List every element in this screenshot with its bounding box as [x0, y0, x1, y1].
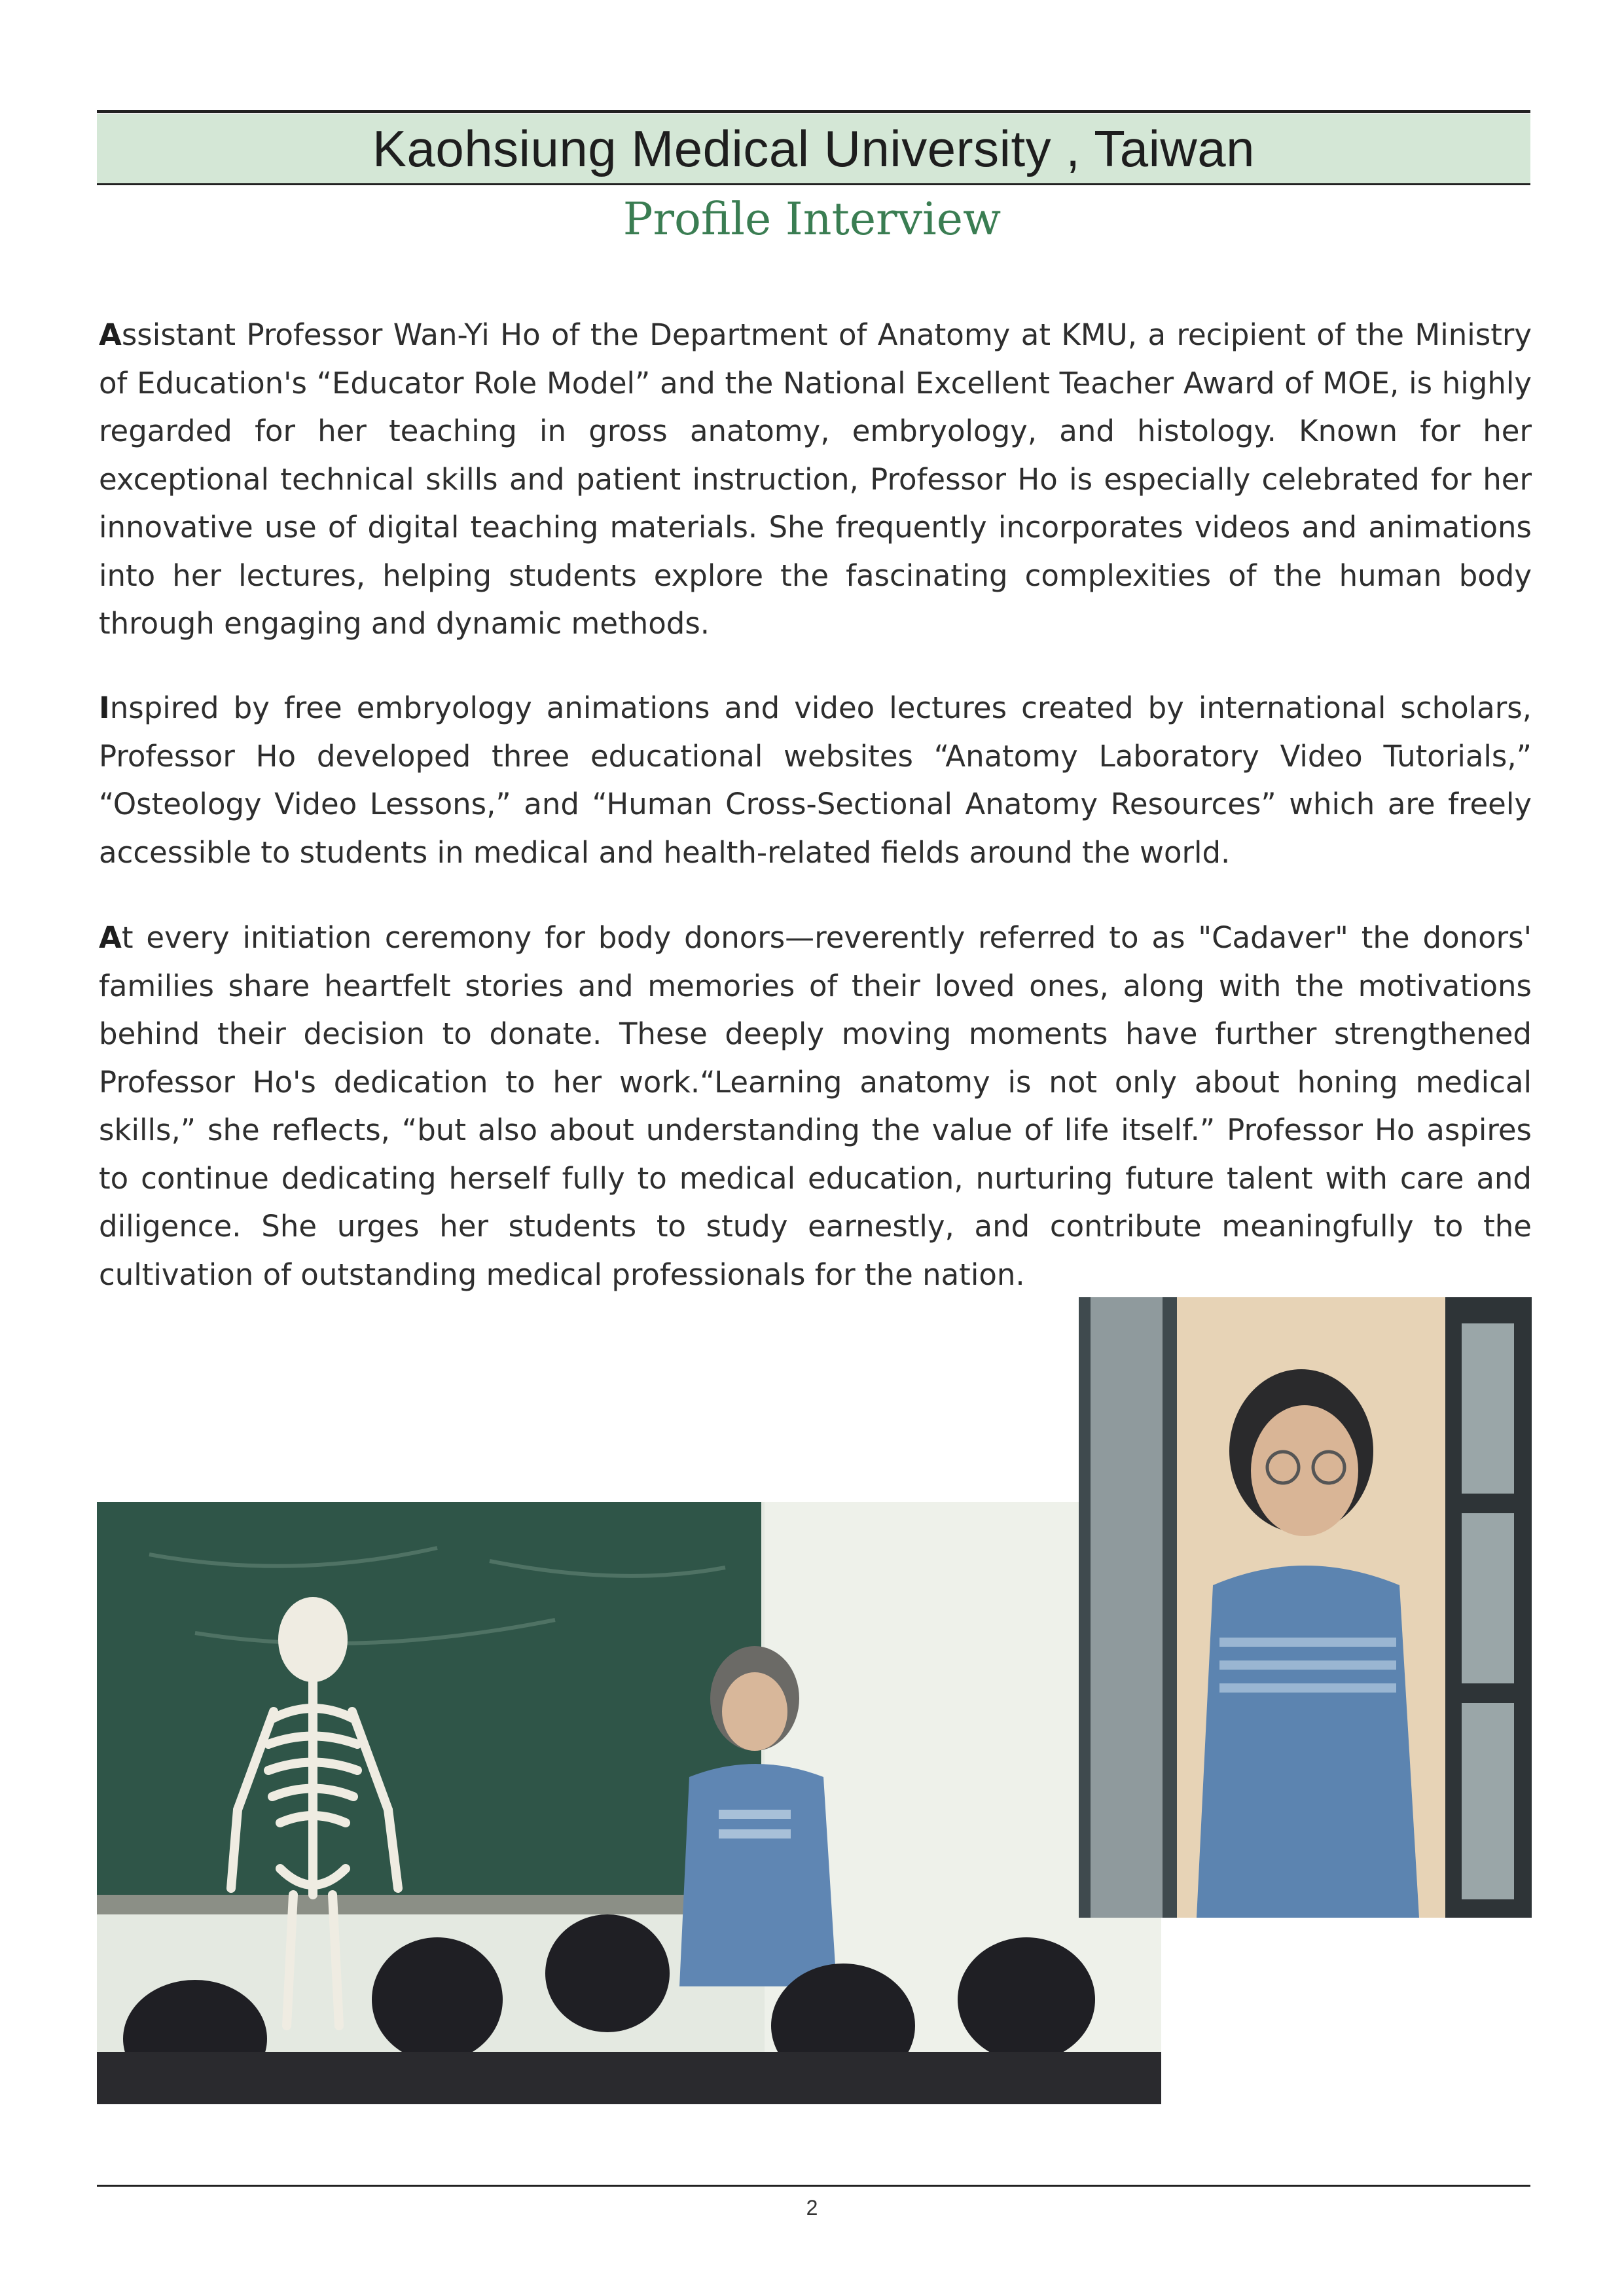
article-paragraph-1	[99, 311, 1532, 648]
page-title: Kaohsiung Medical University , Taiwan	[372, 119, 1255, 177]
article-paragraph-2	[99, 684, 1532, 876]
paragraph-text: ssistant Professor Wan-Yi Ho of the Department of Anatomy at KMU, a recipient of the Ministry of Education's “Educator Role Model” and the National Excellent Teacher Award of MOE, is highly regarded for her teaching in gross anatomy, embryology, and histology. Known for her exceptional technical skills and patient instruction, Professor Ho is especially celebrated for her innovative use of digital teaching materials. She frequently incorporates videos and animations into her lectures, helping students explore the fascinating complexities of the human body through engaging and dynamic methods.	[99, 317, 1532, 641]
classroom-photo	[97, 1502, 1161, 2104]
dropcap: A	[99, 920, 122, 955]
classroom-photo-icon	[97, 1502, 1161, 2104]
paragraph-text: t every initiation ceremony for body donors—reverently referred to as "Cadaver" the donors' families share heartfelt stories and memories of their loved ones, along with the motivations behind their decision to donate. These deeply moving moments have further strengthened Professor Ho's dedication to her work.“Learning anatomy is not only about honing medical skills,” she reflects, “but also about understanding the value of life itself.” Professor Ho aspires to continue dedicating herself fully to medical education, nurturing future talent with care and diligence. She urges her students to study earnestly, and contribute meaningfully to the cultivation of outstanding medical professionals for the nation.	[99, 920, 1532, 1292]
portrait-photo	[1079, 1297, 1532, 1918]
footer-rule	[97, 2185, 1530, 2187]
paragraph-text: nspired by free embryology animations and video lectures created by international scholars, Professor Ho developed three educational websites “Anatomy Laboratory Video Tutorials,” “Osteology Video Lessons,” and “Human Cross-Sectional Anatomy Resources” which are freely accessible to students in medical and health-related fields around the world.	[99, 691, 1532, 870]
portrait-photo-icon	[1079, 1297, 1532, 1918]
page-subtitle: Profile Interview	[623, 194, 1001, 245]
dropcap: A	[99, 317, 122, 352]
title-underline	[97, 183, 1530, 185]
title-band	[97, 114, 1530, 183]
page-number: 2	[806, 2196, 818, 2219]
dropcap: I	[99, 691, 110, 725]
top-rule	[97, 110, 1530, 113]
article-paragraph-3	[99, 914, 1532, 1299]
